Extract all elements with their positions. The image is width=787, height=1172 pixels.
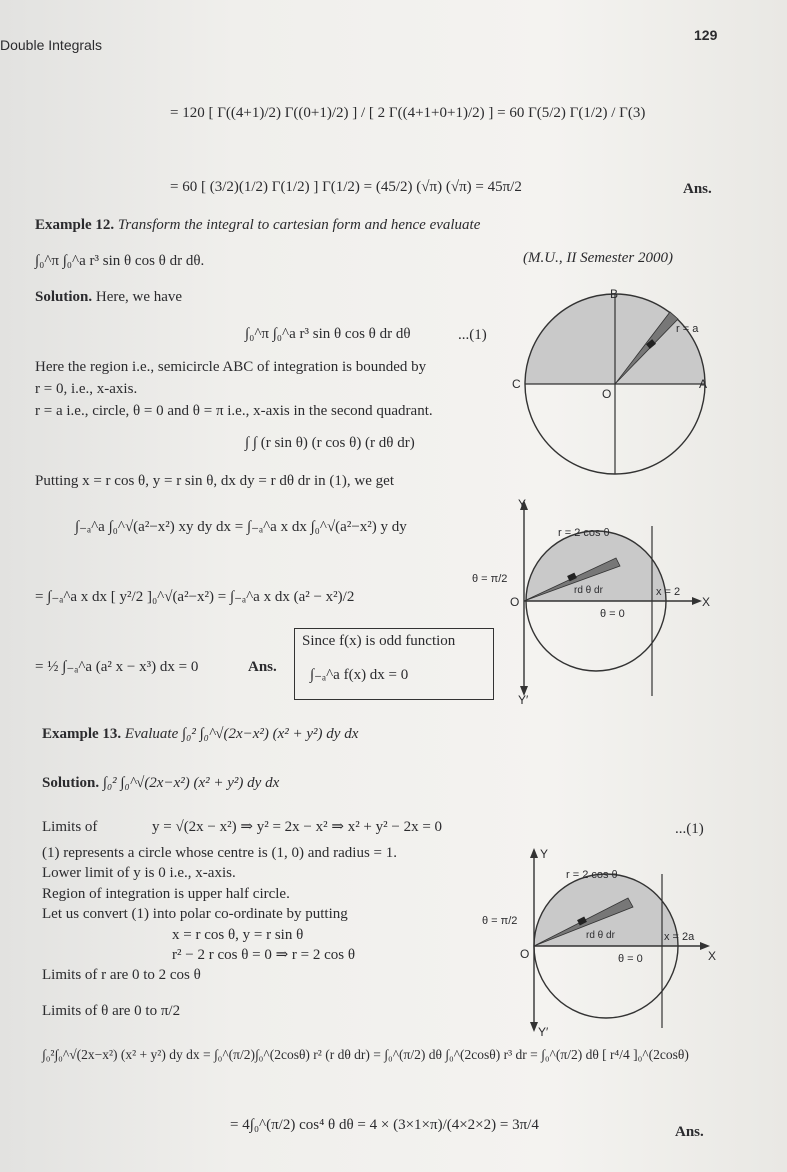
equation-2: ∫ ∫ (r sin θ) (r cos θ) (r dθ dr) bbox=[245, 435, 415, 451]
solution-12-intro bbox=[35, 290, 182, 305]
solution-text: Here, we have bbox=[95, 289, 183, 305]
limits-theta-line: Limits of θ are 0 to π/2 bbox=[42, 1003, 181, 1019]
polar-substitution: x = r cos θ, y = r sin θ bbox=[172, 927, 304, 943]
example-12-integral: ∫₀^π ∫₀^a r³ sin θ cos θ dr dθ. bbox=[35, 253, 205, 269]
solution-label: Solution. bbox=[35, 289, 93, 305]
region-line-3: r = a i.e., circle, θ = 0 and θ = π i.e., x-axis in the second quadrant. bbox=[35, 403, 433, 419]
limits-equation-tag: ...(1) bbox=[675, 821, 704, 837]
running-header: Double Integrals bbox=[0, 37, 102, 53]
curve-label: r = 2 cos θ bbox=[566, 869, 618, 881]
x-arrow bbox=[692, 597, 702, 605]
label-Y: Y bbox=[540, 847, 549, 861]
example-integral: ∫₀² ∫₀^√(2x−x²) (x² + y²) dy dx bbox=[182, 726, 359, 742]
label-B: B bbox=[610, 287, 619, 301]
curve-label: r = 2 cos θ bbox=[558, 527, 610, 539]
answer-mark: Ans. bbox=[675, 1124, 704, 1140]
label-X: X bbox=[702, 595, 711, 609]
equation-4: = ∫₋ₐ^a x dx [ y²/2 ]₀^√(a²−x²) = ∫₋ₐ^a x dx (a² − x²)/2 bbox=[35, 589, 355, 605]
region-line-2: r = 0, i.e., x-axis. bbox=[35, 381, 138, 397]
label-C: C bbox=[512, 377, 521, 391]
substitution-line: Putting x = r cos θ, y = r sin θ, dx dy = r dθ dr in (1), we get bbox=[35, 473, 394, 489]
theta-top-label: θ = π/2 bbox=[482, 915, 518, 927]
theta-zero-label: θ = 0 bbox=[618, 953, 643, 965]
polar-circle-figure-2 bbox=[478, 844, 718, 1040]
limits-of-label: Limits of bbox=[42, 819, 98, 835]
solution-label: Solution. bbox=[42, 775, 100, 791]
theta-top-label: θ = π/2 bbox=[472, 573, 508, 585]
x-line-label: x = 2 bbox=[656, 586, 681, 598]
equation-1: ∫₀^π ∫₀^a r³ sin θ cos θ dr dθ bbox=[245, 326, 411, 342]
answer-mark: Ans. bbox=[248, 659, 277, 675]
gamma-equation-line2: = 60 [ (3/2)(1/2) Γ(1/2) ] Γ(1/2) = (45/2) (√π) (√π) = 45π/2 bbox=[170, 179, 522, 195]
example-statement: Evaluate bbox=[124, 726, 179, 742]
represents-line: (1) represents a circle whose centre is (1, 0) and radius = 1. bbox=[42, 845, 397, 861]
y-arrow bbox=[530, 848, 538, 858]
label-Y: Y bbox=[518, 497, 527, 511]
since-line-1: Since f(x) is odd function bbox=[302, 633, 456, 649]
equation-5: = ½ ∫₋ₐ^a (a² x − x³) dx = 0 bbox=[35, 659, 199, 675]
polar-equation: r² − 2 r cos θ = 0 ⇒ r = 2 cos θ bbox=[172, 947, 356, 963]
example-label: Example 13. bbox=[42, 726, 122, 742]
label-r-a: r = a bbox=[676, 323, 699, 335]
limits-r-line: Limits of r are 0 to 2 cos θ bbox=[42, 967, 201, 983]
label-O: O bbox=[510, 595, 520, 609]
limits-equation: y = √(2x − x²) ⇒ y² = 2x − x² ⇒ x² + y² − 2x = 0 bbox=[152, 819, 443, 835]
region-line: Region of integration is upper half circle. bbox=[42, 886, 290, 902]
element-label: rd θ dr bbox=[586, 930, 615, 941]
source-reference: (M.U., II Semester 2000) bbox=[523, 250, 673, 266]
equation-1-tag: ...(1) bbox=[458, 327, 487, 343]
example-12-heading bbox=[35, 218, 480, 233]
theta-zero-label: θ = 0 bbox=[600, 608, 625, 620]
page-number: 129 bbox=[694, 27, 718, 43]
since-line-2: ∫₋ₐ^a f(x) dx = 0 bbox=[310, 667, 409, 683]
semicircle-figure bbox=[510, 286, 730, 496]
region-line-1: Here the region i.e., semicircle ABC of integration is bounded by bbox=[35, 359, 427, 375]
solution-13-line bbox=[42, 776, 279, 791]
label-Y-prime: Y′ bbox=[538, 1025, 549, 1039]
y-prime-arrow bbox=[530, 1022, 538, 1032]
label-Y-prime: Y′ bbox=[518, 693, 529, 707]
convert-line: Let us convert (1) into polar co-ordinate by putting bbox=[42, 906, 348, 922]
polar-circle-figure-1 bbox=[470, 496, 710, 706]
example-statement: Transform the integral to cartesian form and hence evaluate bbox=[117, 217, 481, 233]
final-equation-1: ∫₀²∫₀^√(2x−x²) (x² + y²) dy dx = ∫₀^(π/2)∫₀^(2cosθ) r² (r dθ dr) = ∫₀^(π/2) dθ ∫₀^(2cosθ) r³ dr = ∫₀^(π/2) dθ [ r⁴/4 ]₀^(2cosθ) bbox=[42, 1047, 689, 1062]
example-13-heading bbox=[42, 727, 358, 742]
lower-limit-line: Lower limit of y is 0 i.e., x-axis. bbox=[42, 865, 236, 881]
label-O: O bbox=[520, 947, 530, 961]
element-label: rd θ dr bbox=[574, 585, 603, 596]
label-O: O bbox=[602, 387, 612, 401]
label-A: A bbox=[699, 377, 708, 391]
solution-integral: ∫₀² ∫₀^√(2x−x²) (x² + y²) dy dx bbox=[102, 775, 280, 791]
gamma-equation-line1: = 120 [ Γ((4+1)/2) Γ((0+1)/2) ] / [ 2 Γ((4+1+0+1)/2) ] = 60 Γ(5/2) Γ(1/2) / Γ(3) bbox=[170, 105, 646, 121]
answer-mark: Ans. bbox=[683, 181, 712, 197]
example-label: Example 12. bbox=[35, 217, 115, 233]
label-X: X bbox=[708, 949, 717, 963]
x-line-label: x = 2a bbox=[664, 931, 695, 943]
final-equation-2: = 4∫₀^(π/2) cos⁴ θ dθ = 4 × (3×1×π)/(4×2×2) = 3π/4 bbox=[230, 1117, 539, 1133]
equation-3: ∫₋ₐ^a ∫₀^√(a²−x²) xy dy dx = ∫₋ₐ^a x dx ∫₀^√(a²−x²) y dy bbox=[75, 519, 407, 535]
